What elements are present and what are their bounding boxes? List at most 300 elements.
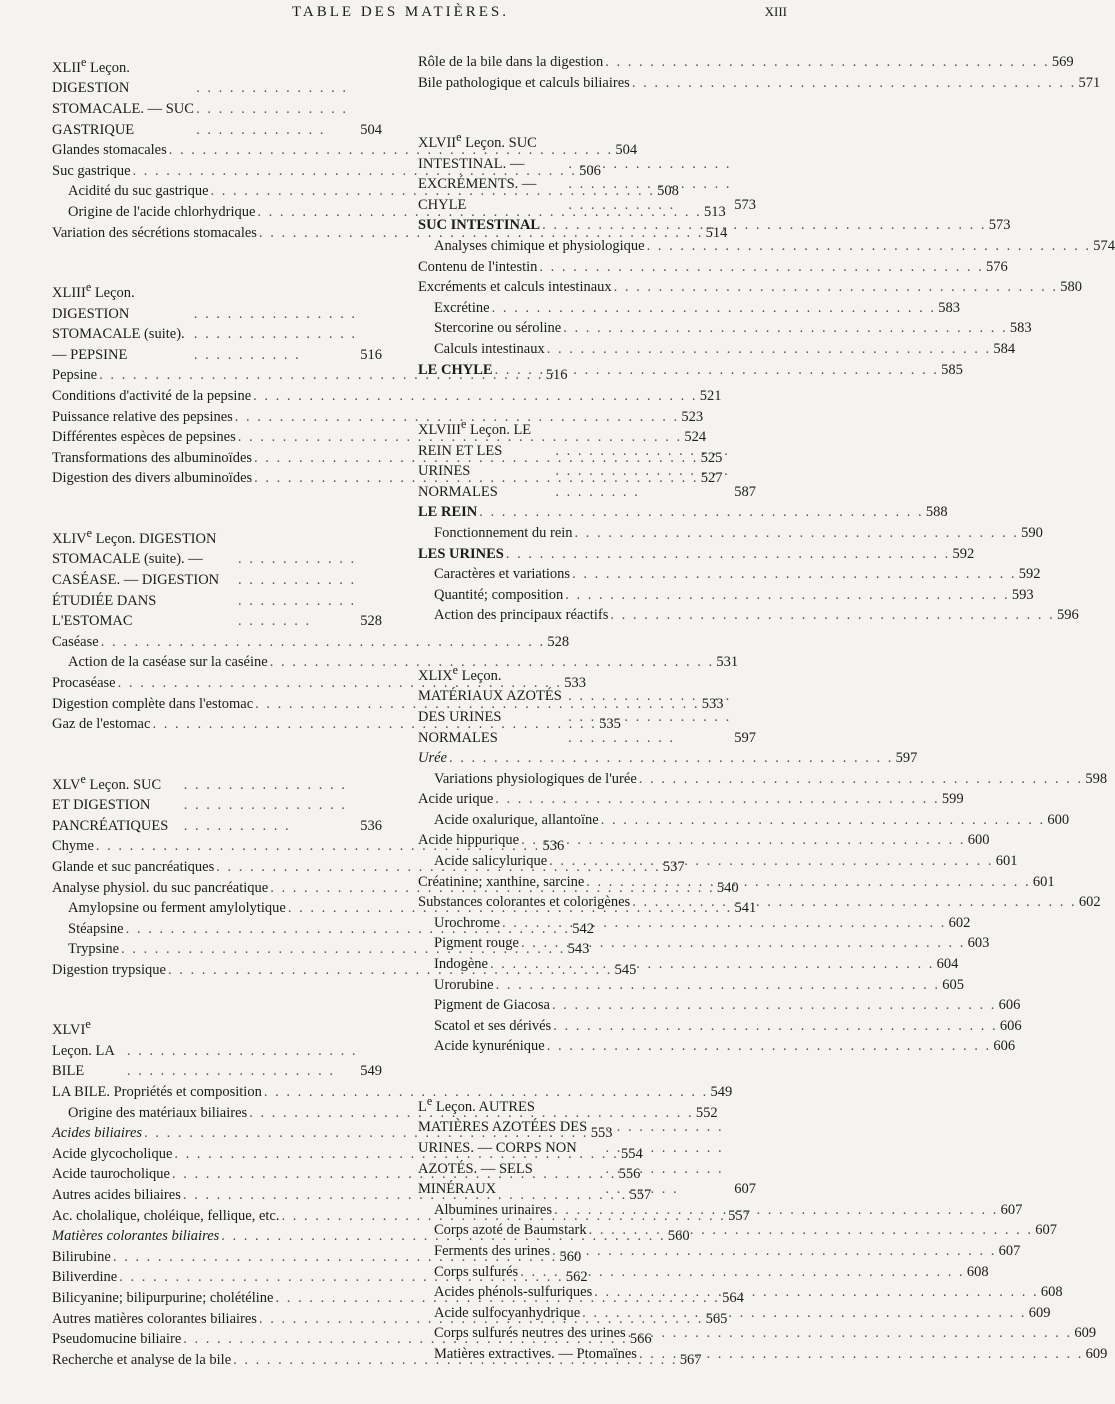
page-ref: 549 xyxy=(360,1063,382,1080)
entry-title: LE REIN xyxy=(418,504,478,521)
leader-dots xyxy=(519,933,967,954)
entry-title: Pigment rouge xyxy=(434,935,519,952)
page-ref: 608 xyxy=(966,1263,989,1280)
page-ref: 573 xyxy=(734,196,756,213)
toc-entry xyxy=(418,215,1011,236)
entry-title: Amylopsine ou ferment amylolytique xyxy=(68,900,286,917)
entry-title: Caractères et variations xyxy=(434,566,571,583)
entry-title: Caséase xyxy=(52,633,99,650)
entry-title: Transformations des albuminoïdes xyxy=(52,449,253,466)
toc-entry xyxy=(418,933,990,954)
toc-entry xyxy=(52,181,679,202)
page-ref: 562 xyxy=(565,1269,588,1286)
page-ref: 506 xyxy=(579,162,601,179)
page-ref: 571 xyxy=(1078,74,1101,91)
page-ref: 585 xyxy=(941,361,963,378)
page-ref: 598 xyxy=(1085,770,1108,787)
lesson-title xyxy=(418,1091,603,1200)
page-ref: 593 xyxy=(1011,586,1034,603)
lesson-title xyxy=(418,414,553,502)
entry-title: Urochrome xyxy=(434,914,501,931)
leader-dots xyxy=(626,1323,1074,1344)
page-ref: 584 xyxy=(993,340,1016,357)
lesson-word: Leçon. xyxy=(92,530,140,547)
lesson-heading xyxy=(52,52,382,140)
leader-dots xyxy=(493,789,941,810)
leader-dots xyxy=(561,318,1009,339)
page-ref: 573 xyxy=(988,217,1011,234)
entry-title: Acide hippurique xyxy=(418,832,520,849)
page-ref: 557 xyxy=(629,1187,652,1204)
lesson-number: XLVII xyxy=(418,135,457,152)
leader-dots xyxy=(612,277,1060,298)
leader-dots xyxy=(608,605,1056,626)
toc-entry xyxy=(52,1082,733,1103)
page-ref: 588 xyxy=(925,504,948,521)
toc-entry xyxy=(418,1262,989,1283)
entry-title: Corps sulfurés xyxy=(434,1263,519,1280)
lesson-block xyxy=(418,1091,1108,1365)
toc-entry xyxy=(52,468,723,489)
leader-dots xyxy=(545,1036,993,1057)
entry-title: Recherche et analyse de la bile xyxy=(52,1351,232,1368)
toc-entry xyxy=(418,73,1101,94)
page-ref: 542 xyxy=(572,920,594,937)
toc-entry xyxy=(418,1200,1023,1221)
page-ref: 525 xyxy=(700,449,723,466)
page-ref: 521 xyxy=(699,387,722,404)
toc-entry xyxy=(418,1241,1021,1262)
entry-title: Trypsine xyxy=(68,941,120,958)
leader-dots xyxy=(592,1282,1040,1303)
page-ref: 601 xyxy=(995,853,1018,870)
page-ref: 557 xyxy=(728,1207,750,1224)
leader-dots xyxy=(545,339,993,360)
toc-entry xyxy=(418,1303,1051,1324)
entry-title: SUC INTESTINAL xyxy=(418,217,541,234)
leader-dots xyxy=(630,892,1078,913)
page-ref: 504 xyxy=(615,142,638,159)
lesson-subject: DIGESTION STOMACALE (suite). — PEPSINE xyxy=(52,305,185,363)
entry-title: Différentes espèces de pepsines xyxy=(52,429,236,446)
page-ref: 609 xyxy=(1085,1345,1108,1362)
lesson-number: XLIII xyxy=(52,285,86,301)
lesson-heading xyxy=(418,414,756,502)
lesson-subject: MATÉRIAUX AZOTÉS DES URINES NORMALES xyxy=(418,688,562,746)
page-ref: 609 xyxy=(1074,1325,1097,1342)
page-ref: 565 xyxy=(705,1310,728,1327)
lesson-block xyxy=(418,127,1115,380)
lesson-block xyxy=(418,660,1108,1057)
leader-dots xyxy=(537,257,985,278)
lesson-heading xyxy=(52,523,382,632)
page-ref: 592 xyxy=(1018,566,1041,583)
entry-title: Acides phénols-sulfuriques xyxy=(434,1284,593,1301)
toc-entry xyxy=(52,1185,652,1206)
page-ref: 607 xyxy=(1035,1222,1057,1239)
lesson-title xyxy=(52,769,182,837)
entry-title: Action de la caséase sur la caséine xyxy=(68,654,268,671)
toc-entry xyxy=(418,954,959,975)
entry-title: Chyme xyxy=(52,838,94,855)
entry-title: Substances colorantes et colorigènes xyxy=(418,894,631,911)
page-ref: 597 xyxy=(895,750,918,767)
entry-title: Conditions d'activité de la pepsine xyxy=(52,387,252,404)
toc-entry xyxy=(52,161,601,182)
page-ref: 590 xyxy=(1021,524,1043,541)
entry-title: Bilicyanine; bilipurpurine; cholétéline xyxy=(52,1290,274,1307)
entry-title: Suc gastrique xyxy=(52,162,131,179)
entry-title: Variation des sécrétions stomacales xyxy=(52,224,257,241)
page-ref: 524 xyxy=(684,429,707,446)
page-ref: 592 xyxy=(952,545,975,562)
page-ref: 528 xyxy=(547,633,570,650)
entry-title: Acide glycocholique xyxy=(52,1145,173,1162)
page-ref: 564 xyxy=(722,1290,744,1307)
page-ref: 599 xyxy=(941,791,964,808)
entry-title: Urorubine xyxy=(434,976,494,993)
entry-title: Analyse physiol. du suc pancréatique xyxy=(52,879,269,896)
lesson-suffix: e xyxy=(80,771,86,786)
leader-dots xyxy=(587,1220,1035,1241)
toc-entry xyxy=(418,1220,1057,1241)
leader-dots xyxy=(192,304,360,366)
lesson-word: Leçon. xyxy=(52,1042,96,1059)
page-ref: 607 xyxy=(734,1181,756,1198)
page-ref: 569 xyxy=(1051,54,1074,70)
entry-title: Digestion trypsique xyxy=(52,961,166,978)
lesson-word: Leçon. xyxy=(86,59,130,76)
page-ref: 602 xyxy=(948,914,971,931)
entry-title: Scatol et ses dérivés xyxy=(434,1017,552,1034)
toc-entry xyxy=(418,995,1021,1016)
page-ref: 600 xyxy=(1047,811,1070,828)
leader-dots xyxy=(550,995,998,1016)
page-ref: 560 xyxy=(559,1248,582,1265)
page-ref: 576 xyxy=(986,258,1008,275)
page-ref: 597 xyxy=(734,729,756,746)
page-ref: 516 xyxy=(360,346,382,363)
page-ref: 583 xyxy=(1009,320,1032,337)
entry-title: Digestion des divers albuminoïdes xyxy=(52,470,253,487)
toc-entry xyxy=(418,1016,1022,1037)
lesson-subject: LA BILE xyxy=(52,1042,115,1080)
entry-title: Bile pathologique et calculs biliaires xyxy=(418,74,630,91)
entry-title: Biliverdine xyxy=(52,1269,118,1286)
leader-dots xyxy=(580,1303,1028,1324)
entry-title: Acide taurocholique xyxy=(52,1166,170,1183)
toc-entry xyxy=(418,1282,1063,1303)
leader-dots xyxy=(573,523,1021,544)
page-ref: 545 xyxy=(614,961,637,978)
leader-dots xyxy=(488,954,936,975)
leader-dots xyxy=(584,872,1032,893)
entry-title: Créatinine; xanthine, sarcine xyxy=(418,873,585,890)
page-ref: 553 xyxy=(590,1125,613,1142)
page-ref: 508 xyxy=(657,183,679,200)
lesson-subject: SUC INTESTINAL. — EXCRÉMENTS. — CHYLE xyxy=(418,135,537,213)
toc-entry xyxy=(418,339,1016,360)
leader-dots xyxy=(493,360,941,381)
lesson-suffix: e xyxy=(452,662,459,677)
toc-entry xyxy=(418,789,964,810)
entry-title: Pepsine xyxy=(52,367,98,384)
page-ref: 537 xyxy=(662,858,685,875)
entry-title: Acide oxalurique, allantoïne xyxy=(434,811,599,828)
toc-entry xyxy=(52,632,570,653)
leader-dots xyxy=(630,73,1078,94)
entry-title: Digestion complète dans l'estomac xyxy=(52,695,254,712)
lesson-heading xyxy=(418,127,756,215)
entry-title: Urée xyxy=(418,750,447,767)
page-ref: 543 xyxy=(567,941,590,958)
right-column xyxy=(418,52,1115,1399)
entry-title: Calculs intestinaux xyxy=(434,340,545,357)
toc-entry xyxy=(418,1036,1016,1057)
page-ref: 574 xyxy=(1093,237,1115,254)
toc-entry xyxy=(52,407,704,428)
entry-title: Acide salicylurique xyxy=(434,853,548,870)
leader-dots xyxy=(603,52,1051,73)
toc-entry xyxy=(418,585,1034,606)
leader-dots xyxy=(551,1016,999,1037)
toc-entry xyxy=(52,652,739,673)
leader-dots xyxy=(547,851,995,872)
entry-title: Rôle de la bile dans la digestion xyxy=(418,54,604,70)
page-ref: 602 xyxy=(1078,894,1101,911)
lesson-subject: AUTRES MATIÈRES AZOTÉES DES URINES. — CORPS NON AZOTÉS. — SELS MINÉRAUX xyxy=(418,1098,588,1198)
page-ref: 607 xyxy=(1000,1201,1023,1218)
page-header xyxy=(0,4,801,30)
toc-entry xyxy=(52,1144,643,1165)
toc-entry xyxy=(418,298,960,319)
leader-dots xyxy=(550,1241,998,1262)
lesson-word: Leçon. xyxy=(461,135,509,152)
entry-title: Glandes stomacales xyxy=(52,142,167,159)
page-ref: 605 xyxy=(942,976,964,993)
page-ref: 536 xyxy=(542,838,565,855)
lesson-heading xyxy=(52,769,382,837)
page-ref: 604 xyxy=(936,956,959,973)
toc-entry xyxy=(418,748,918,769)
lesson-number: XLIX xyxy=(418,667,453,684)
page-number: XIII xyxy=(764,4,787,19)
toc-entry xyxy=(418,913,971,934)
page-ref: 606 xyxy=(999,1017,1022,1034)
page-ref: 601 xyxy=(1032,873,1055,890)
lesson-number: XLV xyxy=(52,776,81,793)
lesson-subject: SUC ET DIGESTION PANCRÉATIQUES xyxy=(52,776,169,834)
toc-entry xyxy=(418,360,963,381)
entry-title: LES URINES xyxy=(418,545,504,562)
leader-dots xyxy=(540,215,988,236)
lesson-title xyxy=(418,127,566,215)
toc-entry xyxy=(52,448,723,469)
page-ref: 552 xyxy=(695,1104,718,1121)
page-ref: 533 xyxy=(701,695,724,712)
lesson-title xyxy=(52,1014,125,1082)
page-ref: 608 xyxy=(1040,1284,1063,1301)
page-ref: 606 xyxy=(998,997,1021,1014)
page-ref: 607 xyxy=(998,1243,1021,1259)
page-ref: 541 xyxy=(734,900,757,917)
entry-title: Origine des matériaux biliaires xyxy=(68,1104,248,1121)
entry-title: Origine de l'acide chlorhydrique xyxy=(68,203,256,220)
leader-dots xyxy=(519,830,967,851)
lesson-word: Leçon. xyxy=(432,1098,479,1115)
entry-title: Albumines urinaires xyxy=(434,1201,552,1218)
page-ref: 516 xyxy=(545,367,568,384)
entry-title: Puissance relative des pepsines xyxy=(52,408,233,425)
entry-title: Excréments et calculs intestinaux xyxy=(418,279,612,296)
page-ref: 603 xyxy=(967,935,990,952)
page-ref: 609 xyxy=(1028,1304,1051,1321)
toc-entry xyxy=(418,975,964,996)
toc-entry xyxy=(418,318,1032,339)
entry-title: Fonctionnement du rein xyxy=(434,524,573,541)
lesson-block xyxy=(418,52,1101,93)
leader-dots xyxy=(637,1344,1085,1365)
lesson-number: L xyxy=(418,1098,427,1115)
entry-title: Pigment de Giacosa xyxy=(434,997,550,1014)
entry-title: Autres matières colorantes biliaires xyxy=(52,1310,257,1327)
entry-title: Ferments des urines xyxy=(434,1243,550,1259)
lesson-heading xyxy=(52,277,382,365)
lesson-suffix: e xyxy=(85,280,92,295)
page-ref: 587 xyxy=(734,483,756,500)
page-ref: 566 xyxy=(629,1331,652,1348)
toc-entry xyxy=(418,564,1041,585)
leader-dots xyxy=(552,1200,1000,1221)
lesson-word: Leçon. xyxy=(91,285,135,301)
toc-entry xyxy=(418,502,948,523)
entry-title: LA BILE. Propriétés et composition xyxy=(52,1084,262,1101)
lesson-word: Leçon. xyxy=(85,776,133,793)
entry-title: Ac. cholalique, choléique, fellique, etc. xyxy=(52,1207,280,1224)
page-ref: 560 xyxy=(667,1228,690,1245)
lesson-suffix: e xyxy=(81,55,87,69)
lesson-suffix: e xyxy=(456,130,462,145)
leader-dots xyxy=(645,236,1093,257)
entry-title: Action des principaux réactifs xyxy=(434,607,609,624)
toc-entry xyxy=(418,523,1043,544)
toc-entry xyxy=(418,1323,1097,1344)
leader-dots xyxy=(599,810,1047,831)
page-ref: 514 xyxy=(705,224,728,241)
lesson-heading xyxy=(418,660,756,748)
leader-dots xyxy=(566,686,734,748)
leader-dots xyxy=(504,544,952,565)
toc-entry xyxy=(418,277,1083,298)
page-ref: 504 xyxy=(360,121,382,138)
lesson-title xyxy=(52,523,236,632)
page-ref: 556 xyxy=(618,1166,641,1183)
toc-entry xyxy=(418,52,1074,73)
page-ref: 540 xyxy=(716,879,739,896)
leader-dots xyxy=(182,775,360,837)
page-ref: 600 xyxy=(967,832,990,849)
toc-entry xyxy=(52,386,722,407)
page-ref: 580 xyxy=(1060,279,1083,296)
toc-entry xyxy=(52,1164,641,1185)
toc-entry xyxy=(52,694,724,715)
lesson-word: Leçon. xyxy=(458,667,502,684)
leader-dots xyxy=(494,975,942,996)
leader-dots xyxy=(125,1041,360,1082)
entry-title: Acide kynurénique xyxy=(434,1038,545,1055)
leader-dots xyxy=(490,298,938,319)
lesson-heading xyxy=(418,1091,756,1200)
page-ref: 536 xyxy=(360,817,382,834)
leader-dots xyxy=(637,769,1085,790)
lesson-suffix: e xyxy=(86,525,93,540)
page-ref: 583 xyxy=(938,299,960,316)
lesson-title xyxy=(52,52,194,140)
page-ref: 549 xyxy=(710,1084,733,1101)
lesson-title xyxy=(52,277,192,365)
leader-dots xyxy=(477,502,925,523)
page-ref: 596 xyxy=(1056,607,1079,624)
lesson-heading xyxy=(52,1014,382,1082)
toc-entry xyxy=(418,851,1018,872)
toc-entry xyxy=(52,202,726,223)
entry-title: Acidité du suc gastrique xyxy=(68,183,209,200)
toc-entry xyxy=(52,1123,613,1144)
toc-entry xyxy=(418,872,1055,893)
entry-title: Stercorine ou séroline xyxy=(434,320,562,337)
page-ref: 528 xyxy=(360,613,382,630)
page-ref: 523 xyxy=(681,408,704,425)
toc-entry xyxy=(418,605,1079,626)
toc-entry xyxy=(418,257,1008,278)
entry-title: Contenu de l'intestin xyxy=(418,258,538,275)
lesson-number: XLVI xyxy=(52,1022,86,1039)
page-ref: 606 xyxy=(993,1038,1016,1055)
lesson-suffix: e xyxy=(460,417,467,432)
lesson-number: XLVIII xyxy=(418,421,461,438)
entry-title: Procaséase xyxy=(52,674,116,691)
entry-title: Acides biliaires xyxy=(52,1125,143,1142)
toc-entry xyxy=(418,769,1108,790)
leader-dots xyxy=(447,748,895,769)
lesson-block xyxy=(418,414,1079,626)
lesson-suffix: e xyxy=(426,1094,433,1109)
toc-entry xyxy=(418,236,1115,257)
entry-title: Matières extractives. — Ptomaïnes xyxy=(434,1345,637,1362)
leader-dots xyxy=(236,549,360,631)
leader-dots xyxy=(566,154,734,216)
lesson-title xyxy=(418,660,566,748)
entry-title: Bilirubine xyxy=(52,1248,111,1265)
toc-entry xyxy=(418,892,1101,913)
toc-entry xyxy=(418,1344,1108,1365)
lesson-number: XLIV xyxy=(52,530,87,547)
lesson-subject: DIGESTION STOMACALE (suite). — CASÉASE. — DIGESTION ÉTUDIÉE DANS L'ESTOMAC xyxy=(52,530,220,630)
entry-title: Matières colorantes biliaires xyxy=(52,1228,220,1245)
leader-dots xyxy=(194,78,360,140)
page-ref: 513 xyxy=(704,203,726,220)
entry-title: Glande et suc pancréatiques xyxy=(52,858,215,875)
entry-title: Gaz de l'estomac xyxy=(52,716,151,733)
page-ref: 527 xyxy=(700,470,723,487)
leader-dots xyxy=(563,585,1011,606)
entry-title: Variations physiologiques de l'urée xyxy=(434,770,637,787)
leader-dots xyxy=(570,564,1018,585)
page-ref: 531 xyxy=(716,654,739,671)
leader-dots xyxy=(500,913,948,934)
entry-title: Corps sulfurés neutres des urines xyxy=(434,1325,626,1342)
entry-title: Stéapsine xyxy=(68,920,124,937)
